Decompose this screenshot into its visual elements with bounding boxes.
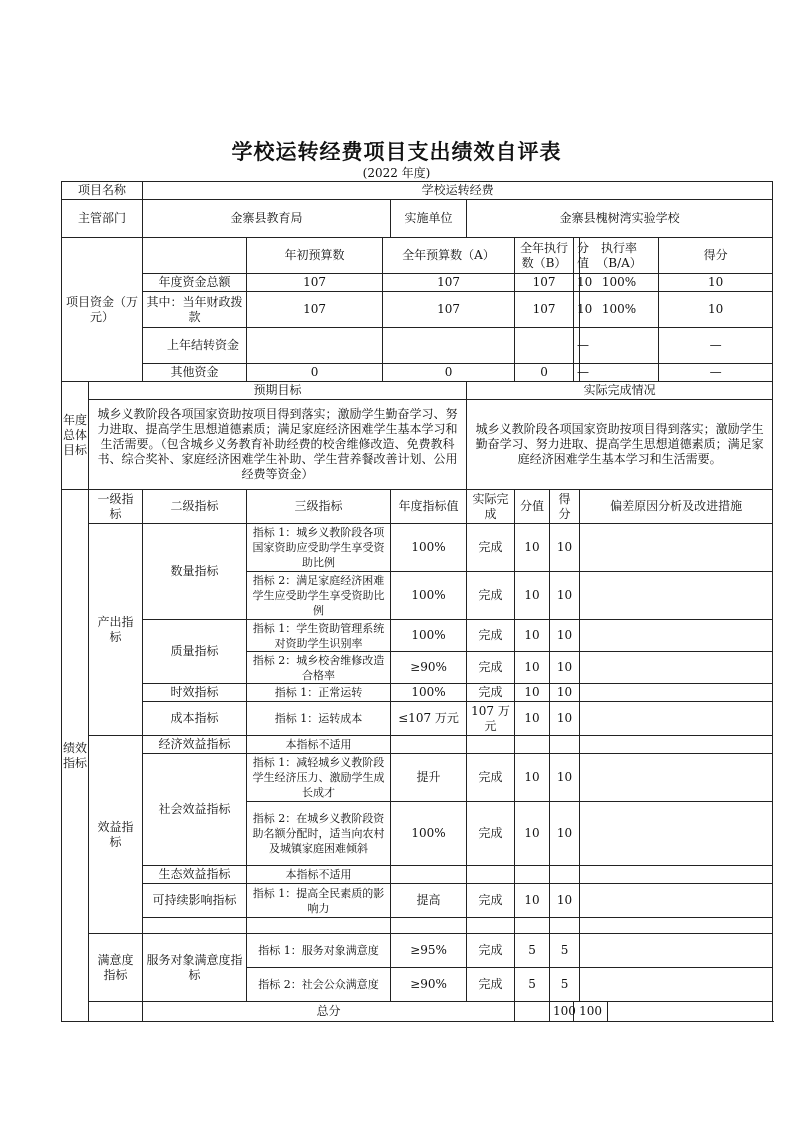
indicator-text: 指标 1：城乡义教阶段各项国家资助应受助学生享受资助比例 xyxy=(247,524,391,572)
spacer-cell xyxy=(391,918,467,934)
dept-value: 金寨县教育局 xyxy=(143,200,391,238)
funds-row-name: 年度资金总额 xyxy=(143,274,247,292)
funds-row-score: — xyxy=(659,328,773,364)
indicator-text: 指标 1：提高全民素质的影响力 xyxy=(247,884,391,918)
indicator-deviation xyxy=(580,572,773,620)
indicator-target: ≥90% xyxy=(391,652,467,684)
indicator-text: 指标 2：在城乡义教阶段资助名额分配时，适当向农村及城镇家庭困难倾斜 xyxy=(247,802,391,866)
funds-row-score: 10 xyxy=(659,292,773,328)
indicator-score: 10 xyxy=(550,572,580,620)
total-score: 100 xyxy=(574,1002,608,1022)
perf-header-row xyxy=(62,490,773,524)
page-subtitle: (2022 年度) xyxy=(362,166,431,180)
indicator-actual: 完成 xyxy=(467,652,515,684)
funds-row-exec: 107 xyxy=(515,292,574,328)
funds-row-score-value: 10 xyxy=(574,292,580,328)
indicator-actual xyxy=(467,866,515,884)
funds-header-rate: 执行率（B/A） xyxy=(580,238,659,274)
indicator-value xyxy=(515,736,550,754)
dept-label: 主管部门 xyxy=(62,200,143,238)
indicator-value: 10 xyxy=(515,572,550,620)
indicator-text: 本指标不适用 xyxy=(247,736,391,754)
perf-header-level3: 三级指标 xyxy=(247,490,391,524)
funds-row-rate: 100% xyxy=(580,292,659,328)
total-deviation xyxy=(608,1002,773,1022)
indicator-actual: 完成 xyxy=(467,934,515,968)
indicator-score: 5 xyxy=(550,934,580,968)
impl-unit-value: 金寨县槐树湾实验学校 xyxy=(467,200,773,238)
indicator-target: 100% xyxy=(391,802,467,866)
indicator-target xyxy=(391,736,467,754)
indicator-text: 指标 1：运转成本 xyxy=(247,702,391,736)
project-name-row xyxy=(62,182,773,200)
indicator-score: 10 xyxy=(550,702,580,736)
funds-row-init: 107 xyxy=(247,292,383,328)
perf-header-actual: 实际完成 xyxy=(467,490,515,524)
indicator-score: 5 xyxy=(550,968,580,1002)
perf-header-score: 得分 xyxy=(550,490,580,524)
perf-row xyxy=(62,620,773,652)
funds-row-score-value: — xyxy=(574,328,580,364)
time-label: 时效指标 xyxy=(143,684,247,702)
perf-header-target: 年度指标值 xyxy=(391,490,467,524)
eco-label: 生态效益指标 xyxy=(143,866,247,884)
indicator-deviation xyxy=(580,802,773,866)
dept-row xyxy=(62,200,773,238)
indicator-deviation xyxy=(580,754,773,802)
indicator-score: 10 xyxy=(550,754,580,802)
funds-header-init: 年初预算数 xyxy=(247,238,383,274)
indicator-text: 本指标不适用 xyxy=(247,866,391,884)
spacer-cell xyxy=(467,918,515,934)
funds-row-annual: 0 xyxy=(383,364,515,382)
indicator-text: 指标 1：减轻城乡义教阶段学生经济压力、激励学生成长成才 xyxy=(247,754,391,802)
perf-row xyxy=(62,702,773,736)
project-name-value: 学校运转经费 xyxy=(143,182,773,200)
quantity-label: 数量指标 xyxy=(143,524,247,620)
goals-header-row xyxy=(62,382,773,400)
goals-expected-text: 城乡义教阶段各项国家资助按项目得到落实；激励学生勤奋学习、努力进取、提高学生思想道德素质；满足家庭经济困难学生基本学习和生活需要。（包含城乡义务教育补助经费的校舍维修改造、免费教科书、综合奖补、家庭经济困难学生补助、学生营养餐改善计划、公用经费等资金） xyxy=(89,400,467,490)
funds-row-score: 10 xyxy=(659,274,773,292)
indicator-actual: 完成 xyxy=(467,684,515,702)
funds-row-exec: 107 xyxy=(515,274,574,292)
funds-row-init: 0 xyxy=(247,364,383,382)
econ-label: 经济效益指标 xyxy=(143,736,247,754)
perf-header-deviation: 偏差原因分析及改进措施 xyxy=(580,490,773,524)
funds-row-init: 107 xyxy=(247,274,383,292)
funds-header-score: 得分 xyxy=(659,238,773,274)
funds-row-annual: 107 xyxy=(383,292,515,328)
funds-header-annual: 全年预算数（A） xyxy=(383,238,515,274)
indicator-deviation xyxy=(580,884,773,918)
indicator-deviation xyxy=(580,968,773,1002)
indicator-value: 10 xyxy=(515,702,550,736)
indicator-text: 指标 1：正常运转 xyxy=(247,684,391,702)
indicator-deviation xyxy=(580,934,773,968)
goals-actual-label: 实际完成情况 xyxy=(467,382,773,400)
indicator-value: 10 xyxy=(515,524,550,572)
indicator-deviation xyxy=(580,702,773,736)
project-name-label: 项目名称 xyxy=(62,182,143,200)
output-label: 产出指标 xyxy=(89,524,143,736)
indicator-target: 100% xyxy=(391,620,467,652)
indicator-score: 10 xyxy=(550,802,580,866)
cost-label: 成本指标 xyxy=(143,702,247,736)
perf-label: 绩效指标 xyxy=(62,490,89,1022)
spacer-cell xyxy=(143,918,247,934)
indicator-target: ≥95% xyxy=(391,934,467,968)
perf-header-value: 分值 xyxy=(515,490,550,524)
total-blank xyxy=(89,1002,143,1022)
sustain-label: 可持续影响指标 xyxy=(143,884,247,918)
indicator-score xyxy=(550,866,580,884)
spacer-cell xyxy=(515,918,550,934)
indicator-text: 指标 2：社会公众满意度 xyxy=(247,968,391,1002)
indicator-score: 10 xyxy=(550,652,580,684)
indicator-text: 指标 2：城乡校舍维修改造合格率 xyxy=(247,652,391,684)
indicator-value: 5 xyxy=(515,968,550,1002)
indicator-value: 10 xyxy=(515,754,550,802)
goals-actual-text: 城乡义教阶段各项国家资助按项目得到落实；激励学生勤奋学习、努力进取、提高学生思想道德素质；满足家庭经济困难学生基本学习和生活需要。 xyxy=(467,400,773,490)
funds-row-exec xyxy=(515,328,574,364)
perf-row xyxy=(62,736,773,754)
indicator-actual: 完成 xyxy=(467,620,515,652)
funds-row-annual: 107 xyxy=(383,274,515,292)
indicator-score: 10 xyxy=(550,884,580,918)
funds-row-rate xyxy=(580,364,659,382)
indicator-actual: 完成 xyxy=(467,802,515,866)
indicator-value: 10 xyxy=(515,884,550,918)
funds-row-name: 上年结转资金 xyxy=(143,328,247,364)
indicator-actual: 完成 xyxy=(467,884,515,918)
perf-row xyxy=(62,754,773,802)
indicator-deviation xyxy=(580,524,773,572)
perf-row xyxy=(62,866,773,884)
perf-header-level2: 二级指标 xyxy=(143,490,247,524)
indicator-actual: 107 万元 xyxy=(467,702,515,736)
perf-row xyxy=(62,884,773,918)
quality-label: 质量指标 xyxy=(143,620,247,684)
social-label: 社会效益指标 xyxy=(143,754,247,866)
indicator-actual: 完成 xyxy=(467,524,515,572)
indicator-target: 提高 xyxy=(391,884,467,918)
indicator-score: 10 xyxy=(550,524,580,572)
total-value: 100 xyxy=(550,1002,574,1022)
funds-row-name: 其中：当年财政拨款 xyxy=(143,292,247,328)
funds-row-score: — xyxy=(659,364,773,382)
spacer-cell xyxy=(580,918,773,934)
indicator-text: 指标 2：满足家庭经济困难学生应受助学生享受资助比例 xyxy=(247,572,391,620)
goals-content-row xyxy=(62,400,773,490)
total-row xyxy=(62,1002,773,1022)
indicator-deviation xyxy=(580,866,773,884)
evaluation-table xyxy=(61,181,773,1022)
indicator-value: 10 xyxy=(515,620,550,652)
indicator-target: 100% xyxy=(391,684,467,702)
funds-row xyxy=(62,364,773,382)
funds-row-score-value: 10 xyxy=(574,274,580,292)
indicator-actual: 完成 xyxy=(467,968,515,1002)
benefit-label: 效益指标 xyxy=(89,736,143,934)
perf-row xyxy=(62,524,773,572)
indicator-text: 指标 1：学生资助管理系统对资助学生识别率 xyxy=(247,620,391,652)
page-title: 学校运转经费项目支出绩效自评表 xyxy=(231,139,562,164)
funds-row-exec: 0 xyxy=(515,364,574,382)
total-actual-blank xyxy=(515,1002,550,1022)
indicator-value: 5 xyxy=(515,934,550,968)
goals-expected-label: 预期目标 xyxy=(89,382,467,400)
indicator-deviation xyxy=(580,652,773,684)
service-satisfaction-label: 服务对象满意度指标 xyxy=(143,934,247,1002)
funds-header-score-value: 分值 xyxy=(574,238,580,274)
funds-row-init xyxy=(247,328,383,364)
indicator-target xyxy=(391,866,467,884)
indicator-deviation xyxy=(580,684,773,702)
funds-header-exec: 全年执行数（B） xyxy=(515,238,574,274)
indicator-actual: 完成 xyxy=(467,572,515,620)
indicator-value xyxy=(515,866,550,884)
funds-row-rate xyxy=(580,328,659,364)
funds-row-name: 其他资金 xyxy=(143,364,247,382)
indicator-value: 10 xyxy=(515,652,550,684)
indicator-actual xyxy=(467,736,515,754)
indicator-value: 10 xyxy=(515,684,550,702)
satisfaction-label: 满意度指标 xyxy=(89,934,143,1002)
perf-spacer-row xyxy=(62,918,773,934)
total-label: 总分 xyxy=(143,1002,515,1022)
indicator-target: ≥90% xyxy=(391,968,467,1002)
impl-unit-label: 实施单位 xyxy=(391,200,467,238)
funds-header-row xyxy=(62,238,773,274)
indicator-target: 提升 xyxy=(391,754,467,802)
funds-row-score-value: — xyxy=(574,364,580,382)
indicator-deviation xyxy=(580,620,773,652)
perf-header-level1: 一级指标 xyxy=(89,490,143,524)
indicator-target: ≤107 万元 xyxy=(391,702,467,736)
funds-row xyxy=(62,292,773,328)
spacer-cell xyxy=(247,918,391,934)
indicator-value: 10 xyxy=(515,802,550,866)
goals-label: 年度总体目标 xyxy=(62,382,89,490)
spacer-cell xyxy=(550,918,580,934)
funds-row-annual xyxy=(383,328,515,364)
indicator-text: 指标 1：服务对象满意度 xyxy=(247,934,391,968)
indicator-actual: 完成 xyxy=(467,754,515,802)
funds-row xyxy=(62,328,773,364)
perf-row xyxy=(62,684,773,702)
perf-row xyxy=(62,934,773,968)
indicator-target: 100% xyxy=(391,524,467,572)
funds-row xyxy=(62,274,773,292)
indicator-score xyxy=(550,736,580,754)
indicator-score: 10 xyxy=(550,684,580,702)
funds-row-rate: 100% xyxy=(580,274,659,292)
funds-header-blank xyxy=(143,238,247,274)
indicator-deviation xyxy=(580,736,773,754)
indicator-target: 100% xyxy=(391,572,467,620)
indicator-score: 10 xyxy=(550,620,580,652)
funds-label: 项目资金（万元） xyxy=(62,238,143,382)
